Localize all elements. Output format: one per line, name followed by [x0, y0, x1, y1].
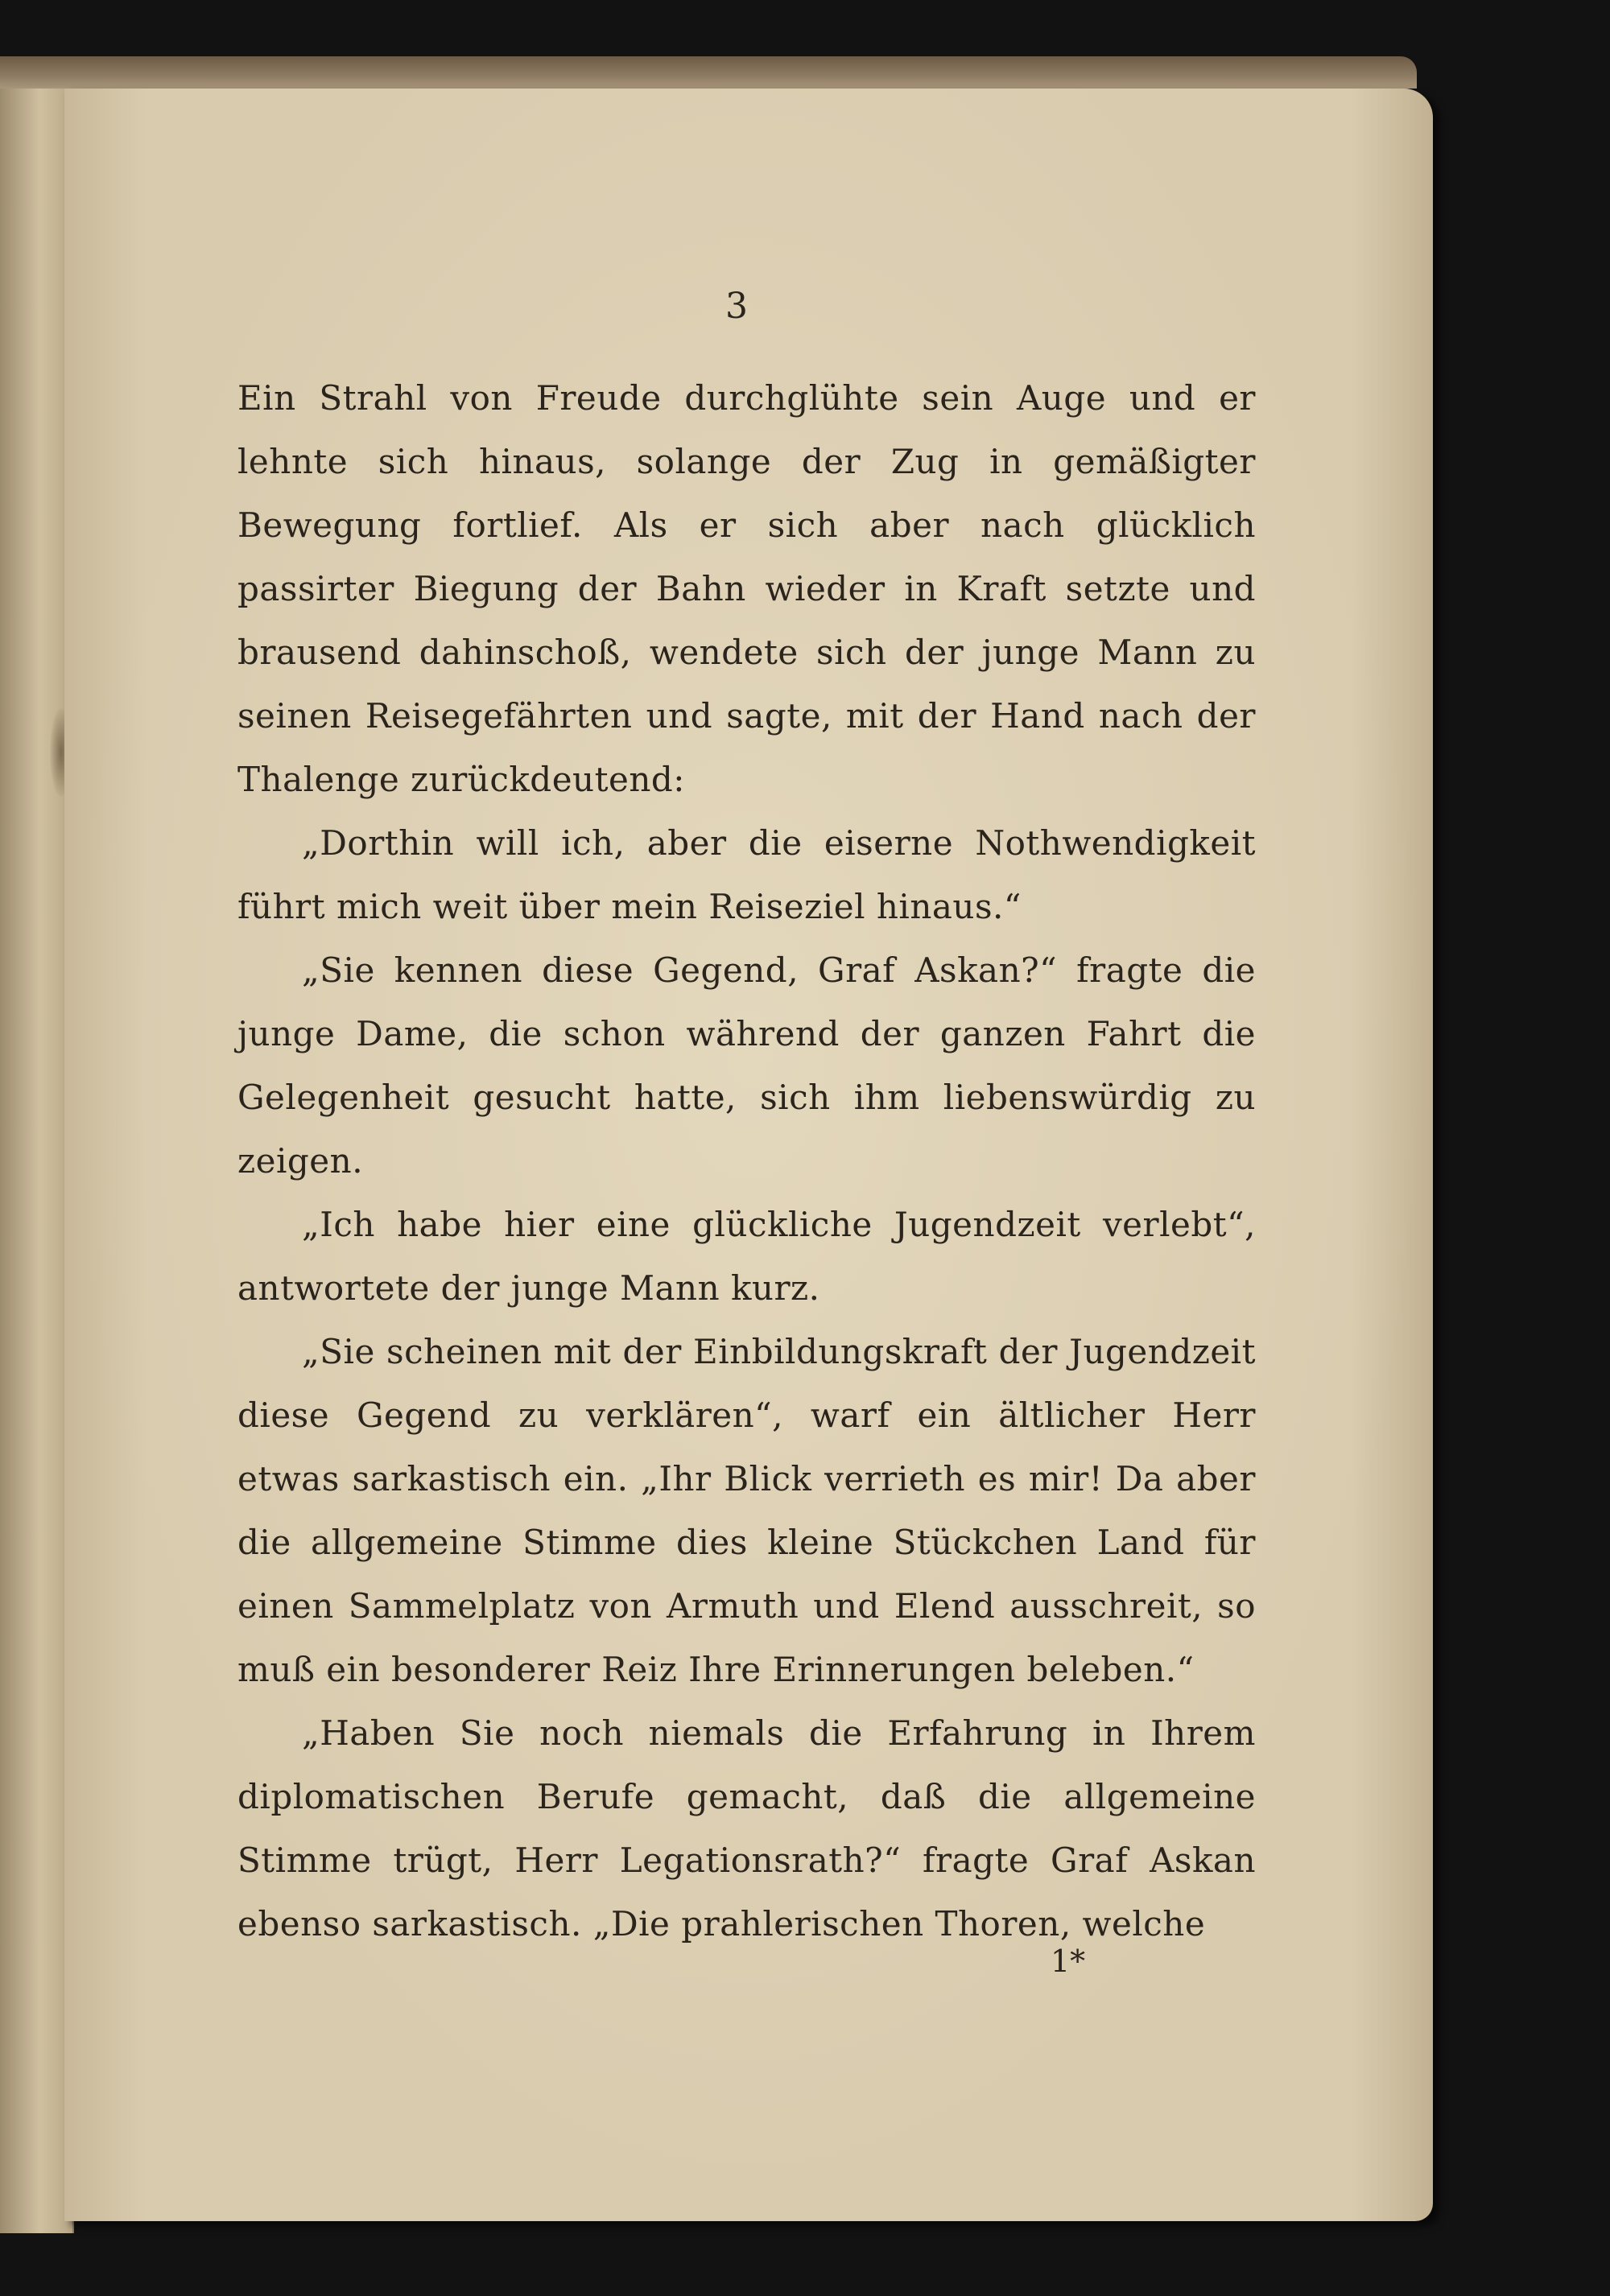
paragraph: Ein Strahl von Freude durchglühte sein Auge und er lehnte sich hinaus, solange der Zug in gemäßigter Bewegung fortlief. Als er sich aber nach glücklich passirter Biegung der Bahn wieder in Kraft setzte und brausend dahinschoß, wendete sich der junge Mann zu seinen Reisegefährten und sagte, mit der Hand nach der Thalenge zurückdeutend: [237, 378, 1256, 799]
page-text [237, 366, 1256, 1956]
paragraph: „Sie scheinen mit der Einbildungskraft der Jugendzeit diese Gegend zu verklären“, warf ein ältlicher Herr etwas sarkastisch ein. „Ihr Blick verrieth es mir! Da aber die allgemeine Stimme dies kleine Stückchen Land für einen Sammelplatz von Armuth und Elend ausschreit, so muß ein besonderer Reiz Ihre Erinnerungen beleben.“ [237, 1332, 1256, 1689]
paragraph: „Sie kennen diese Gegend, Graf Askan?“ fragte die junge Dame, die schon während der ganzen Fahrt die Gelegenheit gesucht hatte, sich ihm liebenswürdig zu zeigen. [237, 950, 1256, 1181]
book-binding [0, 60, 74, 2233]
paragraph: „Haben Sie noch niemals die Erfahrung in Ihrem diplomatischen Berufe gemacht, daß die allgemeine Stimme trügt, Herr Legationsrath?“ fragte Graf Askan ebenso sarkastisch. „Die prahlerischen Thoren, welche [237, 1713, 1256, 1944]
book-cover-edge [0, 56, 1417, 89]
paragraph: „Dorthin will ich, aber die eiserne Nothwendigkeit führt mich weit über mein Reiseziel hinaus.“ [237, 823, 1256, 926]
page-number: 3 [725, 286, 748, 327]
signature-mark: 1* [1051, 1944, 1086, 1979]
paragraph: „Ich habe hier eine glückliche Jugendzeit verlebt“, antwortete der junge Mann kurz. [237, 1205, 1256, 1308]
